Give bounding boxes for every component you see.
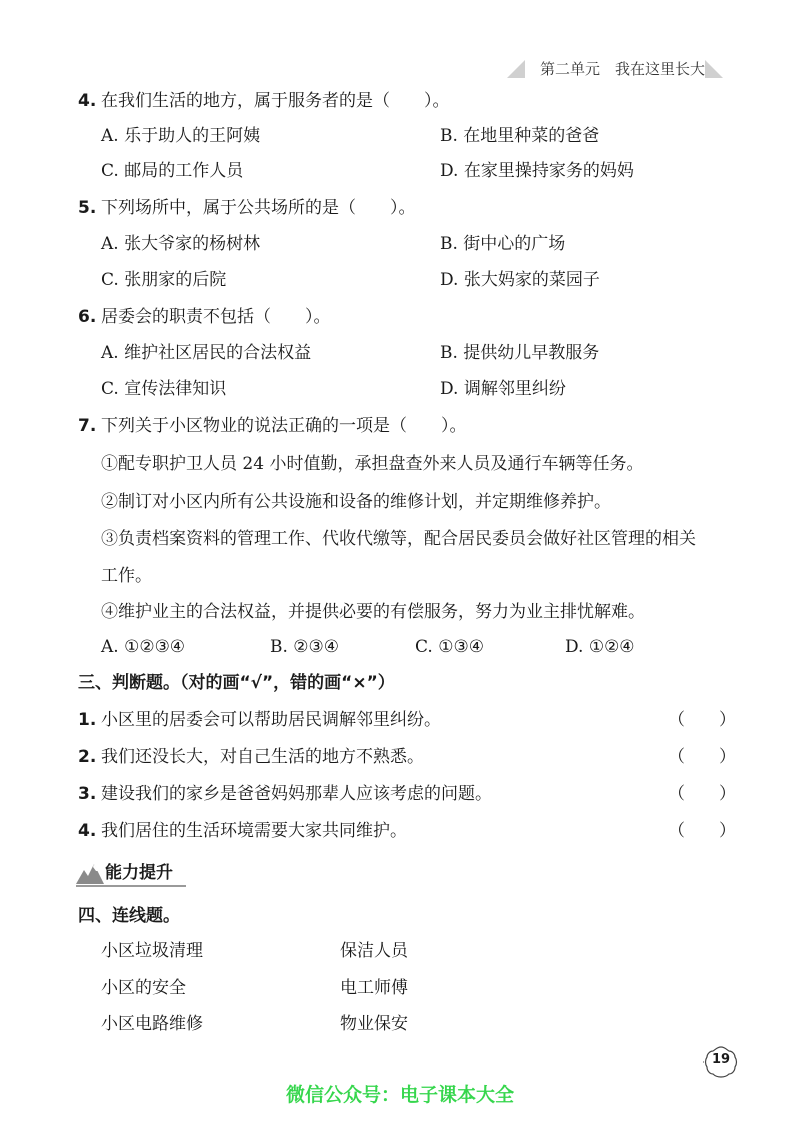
- header-right-triangle-icon: [705, 60, 723, 78]
- q7-option-b: B. ②③④: [270, 637, 340, 657]
- tf-3-answer-blank[interactable]: （ ）: [668, 784, 736, 804]
- tf-1-number: 1.: [78, 710, 97, 730]
- section-3-title: 三、判断题。（对的画“√”，错的画“×”）: [78, 673, 395, 693]
- q7-statement-1: ①配专职护卫人员 24 小时值勤，承担盘查外来人员及通行车辆等任务。: [101, 454, 644, 474]
- q7-statement-3-cont: 工作。: [101, 566, 152, 586]
- tf-3-text: 建设我们的家乡是爸爸妈妈那辈人应该考虑的问题。: [101, 784, 492, 804]
- q4-option-b: B. 在地里种菜的爸爸: [440, 126, 600, 146]
- q5-stem: 下列场所中，属于公共场所的是（ ）。: [101, 198, 416, 218]
- watermark-text: 微信公众号：电子课本大全: [285, 1084, 514, 1106]
- tf-1-text: 小区里的居委会可以帮助居民调解邻里纠纷。: [101, 710, 441, 730]
- q4-number: 4.: [78, 91, 97, 111]
- header-left-triangle-icon: [507, 60, 525, 78]
- q6-stem: 居委会的职责不包括（ ）。: [101, 307, 331, 327]
- match-right-2[interactable]: 电工师傅: [340, 978, 408, 998]
- q6-number: 6.: [78, 307, 97, 327]
- tf-4-answer-blank[interactable]: （ ）: [668, 821, 736, 841]
- q4-option-c: C. 邮局的工作人员: [101, 161, 244, 181]
- tf-1-answer-blank[interactable]: （ ）: [668, 710, 736, 730]
- q7-statement-4: ④维护业主的合法权益，并提供必要的有偿服务，努力为业主排忧解难。: [101, 602, 645, 622]
- q6-option-d: D. 调解邻里纠纷: [440, 379, 566, 399]
- tf-2-number: 2.: [78, 747, 97, 767]
- q7-statement-2: ②制订对小区内所有公共设施和设备的维修计划，并定期维修养护。: [101, 492, 611, 512]
- q7-statement-3: ③负责档案资料的管理工作、代收代缴等，配合居民委员会做好社区管理的相关: [101, 529, 696, 549]
- section-4-title: 四、连线题。: [78, 906, 180, 926]
- match-left-3[interactable]: 小区电路维修: [101, 1014, 203, 1034]
- q5-option-b: B. 街中心的广场: [440, 234, 566, 254]
- q4-option-a: A. 乐于助人的王阿姨: [101, 126, 261, 146]
- match-left-1[interactable]: 小区垃圾清理: [101, 941, 203, 961]
- q7-option-c: C. ①③④: [415, 637, 484, 657]
- q7-number: 7.: [78, 416, 97, 436]
- q6-option-b: B. 提供幼儿早教服务: [440, 343, 600, 363]
- q7-option-a: A. ①②③④: [101, 637, 186, 657]
- tf-4-number: 4.: [78, 821, 97, 841]
- q6-option-a: A. 维护社区居民的合法权益: [101, 343, 312, 363]
- q5-option-a: A. 张大爷家的杨树林: [101, 234, 261, 254]
- tf-2-answer-blank[interactable]: （ ）: [668, 747, 736, 767]
- tf-3-number: 3.: [78, 784, 97, 804]
- q5-option-d: D. 张大妈家的菜园子: [440, 270, 600, 290]
- tf-4-text: 我们居住的生活环境需要大家共同维护。: [101, 821, 407, 841]
- q6-option-c: C. 宣传法律知识: [101, 379, 227, 399]
- tf-2-text: 我们还没长大，对自己生活的地方不熟悉。: [101, 747, 424, 767]
- match-right-3[interactable]: 物业保安: [340, 1014, 408, 1034]
- unit-header: 第二单元 我在这里长大: [540, 60, 706, 78]
- page-number: 19: [711, 1052, 731, 1067]
- match-right-1[interactable]: 保洁人员: [340, 941, 408, 961]
- q7-stem: 下列关于小区物业的说法正确的一项是（ ）。: [101, 416, 467, 436]
- q5-option-c: C. 张朋家的后院: [101, 270, 227, 290]
- match-left-2[interactable]: 小区的安全: [101, 978, 186, 998]
- q5-number: 5.: [78, 198, 97, 218]
- q4-option-d: D. 在家里操持家务的妈妈: [440, 161, 634, 181]
- q4-stem: 在我们生活的地方，属于服务者的是（ ）。: [101, 91, 450, 111]
- q7-option-d: D. ①②④: [565, 637, 635, 657]
- ability-section-title: 能力提升: [105, 863, 173, 883]
